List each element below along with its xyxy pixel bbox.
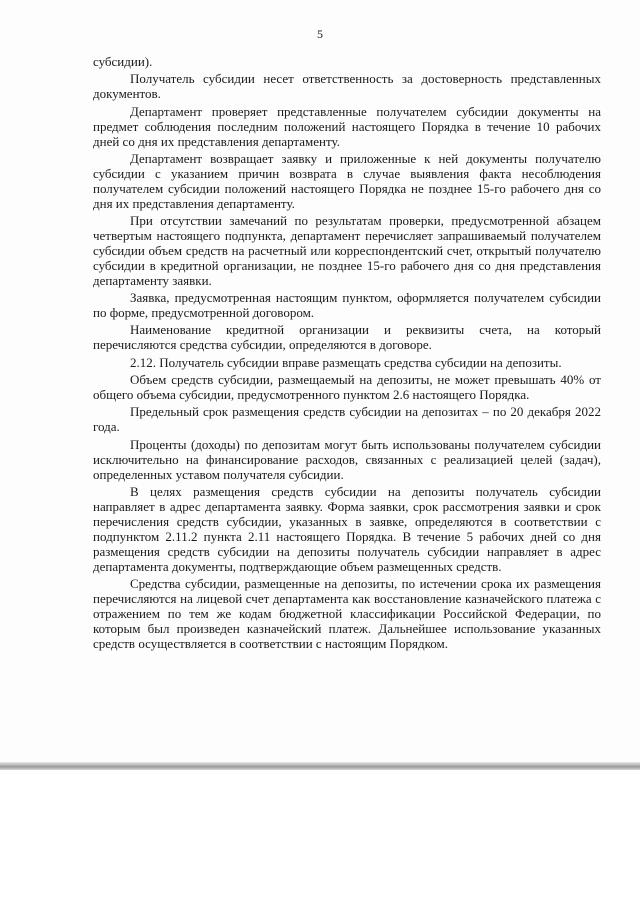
paragraph-responsibility: Получатель субсидии несет ответственность за достоверность представленных документов. xyxy=(93,71,601,102)
document-body xyxy=(93,55,601,654)
paragraph-deposit-return: Средства субсидии, размещенные на депозиты, по истечении срока их размещения перечисляются на лицевой счет департамента как восстановление казначейского платежа с отражением по тем же кодам бюджетной классификации Российской Федерации, по которым был произведен казначейский платеж. Дальнейшее использование указанных средств осуществляется в соответствии с настоящим Порядком. xyxy=(93,575,601,651)
paragraph-deposit-interest: Проценты (доходы) по депозитам могут быть использованы получателем субсидии исключительно на финансирование расходов, связанных с реализацией целей (задач), определенных уставом получателя субсидии. xyxy=(93,436,601,482)
page-number: 5 xyxy=(317,27,323,41)
paragraph-funds-transfer: При отсутствии замечаний по результатам проверки, предусмотренной абзацем четвертым настоящего подпункта, департамент перечисляет запрашиваемый получателем субсидии объем средств на расчетный или корреспондентский счет, открытый получателю субсидии в кредитной организации, не позднее 15-го рабочего дня со дня представления департаменту заявки. xyxy=(93,213,601,288)
paragraph-application-return: Департамент возвращает заявку и приложенные к ней документы получателю субсидии с указанием причин возврата в случае выявления факта несоблюдения получателем субсидии положений настоящего Порядка не позднее 15-го рабочего дня со дня их представления департаменту. xyxy=(93,150,601,211)
paragraph-continuation: субсидии). xyxy=(93,54,153,69)
paragraph-deposit-limit: Объем средств субсидии, размещаемый на депозиты, не может превышать 40% от общего объема субсидии, предусмотренного пунктом 2.6 настоящего Порядка. xyxy=(93,372,601,403)
scan-page-edge xyxy=(0,762,640,770)
paragraph-clause-2-12: 2.12. Получатель субсидии вправе размещать средства субсидии на депозиты. xyxy=(130,354,562,370)
paragraph-document-check: Департамент проверяет представленные получателем субсидии документы на предмет соблюдения последним положений настоящего Порядка в течение 10 рабочих дней со дня их представления департаменту. xyxy=(93,103,601,149)
paragraph-deposit-application: В целях размещения средств субсидии на депозиты получатель субсидии направляет в адрес департамента заявку. Форма заявки, срок рассмотрения заявки и срок перечисления средств субсидии, указанных в заявке, определяются в соответствии с подпунктом 2.11.2 пункта 2.11 настоящего Порядка. В течение 5 рабочих дней со дня размещения средств субсидии на депозиты получатель субсидии направляет в адрес департамента документы, подтверждающие объем размещенных средств. xyxy=(93,483,601,574)
paragraph-bank-details: Наименование кредитной организации и реквизиты счета, на который перечисляются средства субсидии, определяются в договоре. xyxy=(93,322,601,353)
paragraph-deposit-deadline: Предельный срок размещения средств субсидии на депозитах – по 20 декабря 2022 года. xyxy=(93,404,601,435)
paragraph-application-form: Заявка, предусмотренная настоящим пунктом, оформляется получателем субсидии по форме, предусмотренной договором. xyxy=(93,290,601,320)
